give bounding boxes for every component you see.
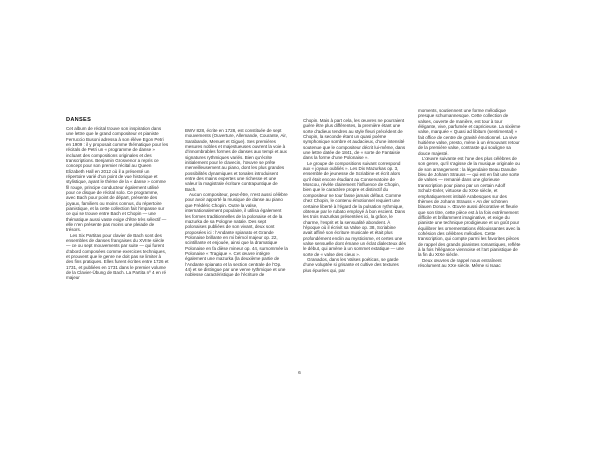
paragraph: Chopin. Mais à part cela, les œuvres ne pourraient guère être plus différentes, la première étant une sorte d’adieux tendres au style fleuri précédent de Chopin, la seconde étant un quasi poème symphonique sombre et audacieux, d’une intensité soutenue que le compositeur décrit lui-même, dans une lettre datée de 1841, de « sorte de Fantaisie dans la forme d’une Polonaise ». — [303, 118, 406, 161]
text-column-4 — [418, 108, 521, 268]
paragraph: Deux œuvres de rappel nous entraînent résolument au XXe siècle. Même si Isaac — [418, 257, 502, 268]
paragraph: Le groupe de compositions suivant correspond aux « joyaux oubliés ». Les Dix Mazurkas op. 3, ensemble de jeunesse de Scriabine et écrit alors qu’il était encore étudiant au Conservatoire de Moscou, révèle clairement l’influence de Chopin, bien que le caractère propre et distinctif du compositeur ne tour fasse jamais défaut. Comme chez Chopin, le contenu émotionnel requiert une certaine liberté à l’égard de la pulsation rythmique, obtenue par le rubato employé à bon escient. Dans les trois mazurkas présentées ici, la grâce, le charme, l’esprit et la sensualité abondent. À l’époque où il écrivit sa Valse op. 38, Scriabine avait affiné son écriture musicale et était plus profondément enclin au mysticisme, et certes une valse sensuelle dont émane un éclat dialecteux dès le début, qui amène à un sommet extatique — une sorte de « valse des cieux ». — [303, 160, 406, 257]
paragraph: Aucun compositeur, peut-être, n’est aussi célèbre pour avoir apporté la musique de danse au piano que Frédéric Chopin. Outre la valse, internationalement populaire, il utilisa également les formes traditionnelles de la polonaise et de la mazurka de sa Pologne natale. Des sept polonaises publiées de son vivant, deux sont proposées ici : l’Andante spianato et Grande Polonaise brillante en mi bémol majeur op. 22, scintillante et enjouée, ainsi que la dramatique Polonaise en fa dièse mineur op. 44, surnommée la Polonaise « Tragique ». Cet œuvre intègre également une mazurka (la deuxième partie de l’Andante spianato et la section centrale de l’Op. 44) et se distingue par une verve rythmique et une noblesse caractéristique de l’écriture de — [185, 192, 288, 278]
paragraph: Granados, dans les Valses poéticas, se garde d’une voluptée si grisante et cultive des textures plus épurées qui, par — [303, 256, 399, 273]
paragraph: BWV 828, écrite en 1728, est constituée de sept mouvements (Ouverture, Allemande, Courante, Air, Sarabande, Menuet et Gigue). Ses premières mesures nobles et majestueuses ouvrent la voie à d’innombrables formes de danses aux tempi et aux signatures rythmiques variés. Bien qu’écrite initialement pour le clavecin, l’œuvre se prête merveilleusement au piano, dont les plus grandes possibilités dynamiques et tonales introduisent entre des mains expertes une richesse et une valeur la magistrale écriture contrapuntique de Bach. — [185, 128, 287, 192]
page-number: 6 — [298, 371, 301, 376]
text-column-1 — [66, 118, 169, 281]
section-heading: DANSES — [66, 117, 92, 123]
text-column-3 — [303, 118, 406, 273]
paragraph: moments, soutiennent une forme mélodique presque schumannesque. Cette collection de valses, ouverte de manière, est tour à tour élégante, vive, parfumée et capricieuse. La sixième valse, marquée « Quasi ad libitum (sentimental) » fait office de centre de gravité émotionnel. La vive huitième valse, presto, mène à un émouvant retour de la première valse, contraste qui souligne sa douce majesté. — [418, 108, 521, 156]
text-column-2 — [185, 128, 288, 278]
paragraph: Les Six Partitas pour clavier de Bach sont des ensembles de danses françaises du XVIIIe siècle — ce ou sept mouvements par suite — qui furent d’abord composées comme exercices techniques, et prouvent que le genre ne doit pas se limiter à des fins pratiques. Elles furent écrites entre 1726 et 1731, et publiées en 1731 dans le premier volume de la Clavier-Übung de Bach. La Partita nº 4 en ré majeur — [66, 232, 169, 281]
paragraph: L’œuvre suivante est l’une des plus célèbres de son genre, qu’il s’agisse de la musique originale ou de son arrangement : la légendaire Beau Danube bleu de Johann Strauss — qui est en fait une sorte de valses — remanié dans une glorieuse transcription pour piano par un certain Adolf Schulz-Evler, virtuose du XIXe siècle, et emphatiquement intitulé Arabesques sur des thèmes de Johann Strauss « An der schönen blauen Donau ». Œuvre aussi décorative et fleurie que son titre, cette pièce est à la fois extrêmement difficile et brillamment imaginative, et exige du pianiste une technique prodigieuse et un goût pour équilibrer les ornementations éblouissantes avec la cohésion des célèbres mélodies. Cette transcription, qui compte parmi les favorites pièces de rappel des grands pianistes romantiques, reflète à la fois l’élégance viennoise et l’art pianistique de la fin du XIXe siècle. — [418, 156, 521, 258]
paragraph: Cet album de récital trouve son inspiration dans une lettre que le grand compositeur et pianiste Ferruccio Busoni adressa à son élève Egon Petri en 1909 : il y proposait comme thématique pour les récitals de Petri un « programme de danse » incluant des compositions originales et des transcriptions. Benjamin Grosvenor a repris ce concept pour son premier récital au Queen Elizabeth Hall en 2012 où il a présenté un répertoire varié d’un point de vue historique et stylistique, ayant le thème de la « danse » comme fil rouge, principe conducteur également utilisé pour ce disque de récital solo. Ce programme, avec Bach pour point de départ, présente des joyaux, familiers ou moins connus, du répertoire pianistique, et la cette collection fait l’impasse sur ce qui se trouve entre Bach et Chopin — une thématique aussi vaste exige d’être très sélectif — elle n’en présente pas moins une pleiade de trésors. — [66, 125, 169, 233]
